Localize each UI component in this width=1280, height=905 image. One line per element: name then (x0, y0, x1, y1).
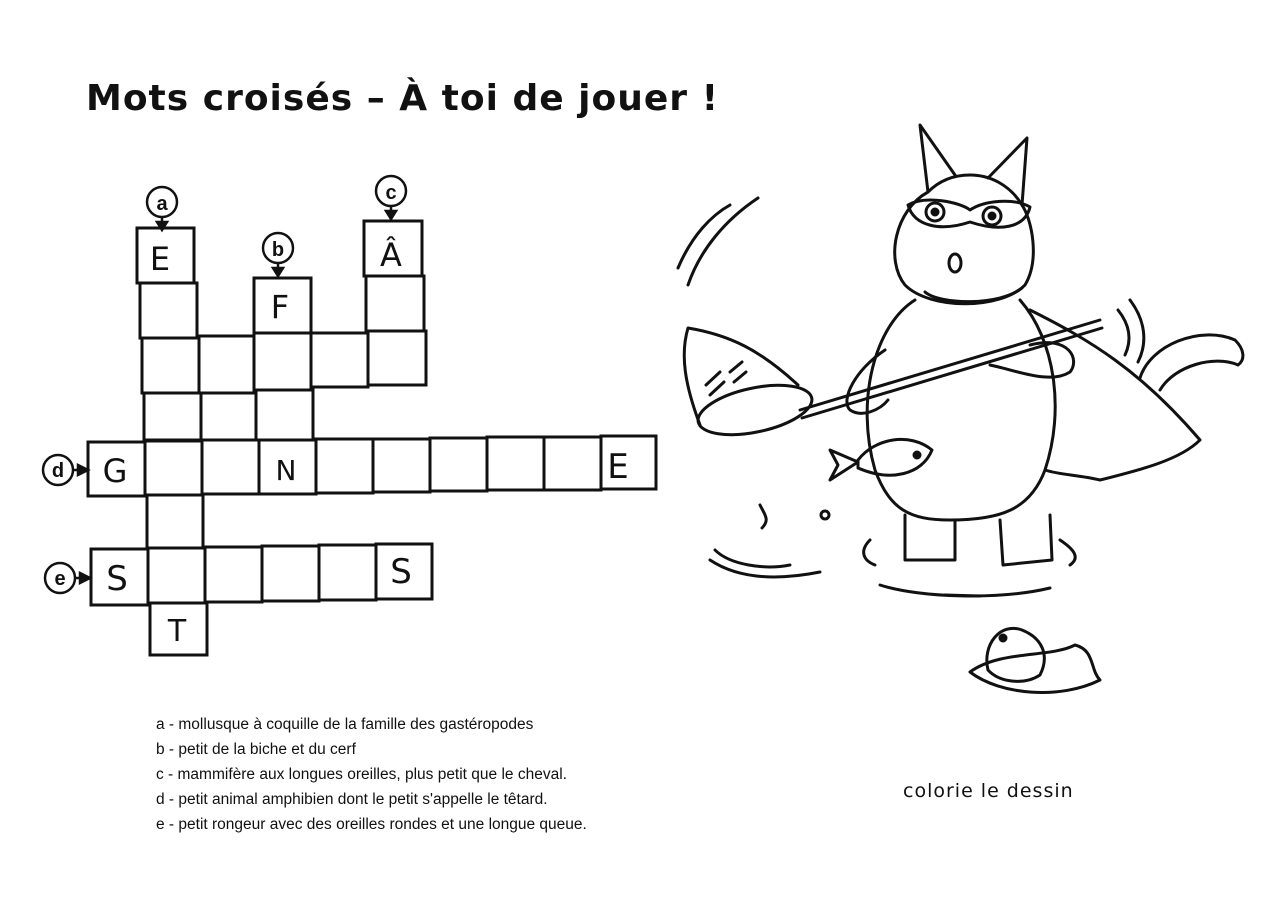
crossword-cell[interactable] (544, 437, 601, 490)
coloring-illustration (670, 110, 1270, 710)
crossword-cell[interactable] (373, 439, 430, 492)
crossword-cell[interactable] (366, 276, 424, 331)
cell-letter: F (270, 288, 290, 326)
clue-marker-a (147, 187, 177, 230)
crossword-cell[interactable] (430, 438, 487, 491)
crossword-cell[interactable] (376, 544, 432, 599)
cat-ear-icon (920, 125, 955, 192)
crossword-cell[interactable] (91, 549, 148, 605)
crossword-cell[interactable] (311, 333, 368, 387)
cat-head-icon (895, 175, 1034, 304)
cell-letter: S (106, 559, 128, 599)
clue-a: a - mollusque à coquille de la famille des gastéropodes (156, 716, 534, 733)
marker-label: e (54, 568, 66, 590)
crossword-cell[interactable] (142, 338, 199, 393)
crossword-cell[interactable] (148, 548, 205, 603)
crossword-cell[interactable] (88, 442, 145, 496)
crossword-cell[interactable] (259, 440, 316, 494)
clue-marker-b (263, 233, 293, 276)
crossword-cell[interactable] (256, 390, 313, 440)
marker-label: a (156, 193, 168, 215)
water-ripple-icon (715, 550, 790, 567)
cat-ear-icon (988, 138, 1027, 205)
coloring-caption: colorie le dessin (903, 780, 1074, 802)
clue-marker-e (45, 563, 90, 593)
cell-letter: S (390, 552, 412, 592)
cell-letter: E (607, 447, 629, 487)
crossword-cell[interactable] (316, 439, 373, 493)
crossword-cell[interactable] (368, 331, 426, 385)
cell-letter: E (149, 240, 171, 278)
crossword-cell[interactable] (202, 440, 259, 494)
clue-c: c - mammifère aux longues oreilles, plus petit que le cheval. (156, 766, 567, 783)
clue-d: d - petit animal amphibien dont le petit s'appelle le têtard. (156, 791, 548, 808)
crossword-cell[interactable] (487, 437, 544, 490)
crossword-cell[interactable] (254, 278, 311, 333)
crossword-cell[interactable] (145, 441, 202, 495)
crossword-cell[interactable] (319, 545, 376, 600)
clue-list (156, 712, 587, 837)
crossword-cell[interactable] (205, 547, 262, 602)
cell-letter: T (167, 614, 187, 649)
crossword-grid (0, 0, 680, 670)
clue-b: b - petit de la biche et du cerf (156, 741, 356, 758)
crossword-cell[interactable] (140, 283, 197, 338)
cat-body-icon (867, 300, 1055, 520)
marker-label: d (51, 460, 65, 482)
lily-pad-icon (970, 645, 1100, 692)
crossword-cell[interactable] (144, 393, 201, 440)
crossword-cell[interactable] (199, 336, 254, 393)
marker-label: b (271, 239, 285, 261)
page-title: Mots croisés – À toi de jouer ! (86, 78, 719, 119)
crossword-cell[interactable] (150, 603, 207, 655)
marker-label: c (385, 182, 397, 204)
cell-letter: Â (380, 236, 402, 274)
crossword-cell[interactable] (262, 546, 319, 601)
crossword-cell[interactable] (147, 495, 203, 548)
clue-marker-c (376, 176, 406, 219)
crossword-cell[interactable] (601, 436, 656, 489)
crossword-cell[interactable] (364, 221, 422, 276)
cell-letter: N (275, 454, 297, 487)
crossword-cell[interactable] (254, 333, 311, 390)
clue-e: e - petit rongeur avec des oreilles rondes et une longue queue. (156, 816, 587, 833)
cell-letter: G (102, 452, 128, 490)
clue-marker-d (43, 455, 88, 485)
cat-tail-icon (1140, 335, 1243, 390)
crossword-cell[interactable] (137, 228, 194, 283)
